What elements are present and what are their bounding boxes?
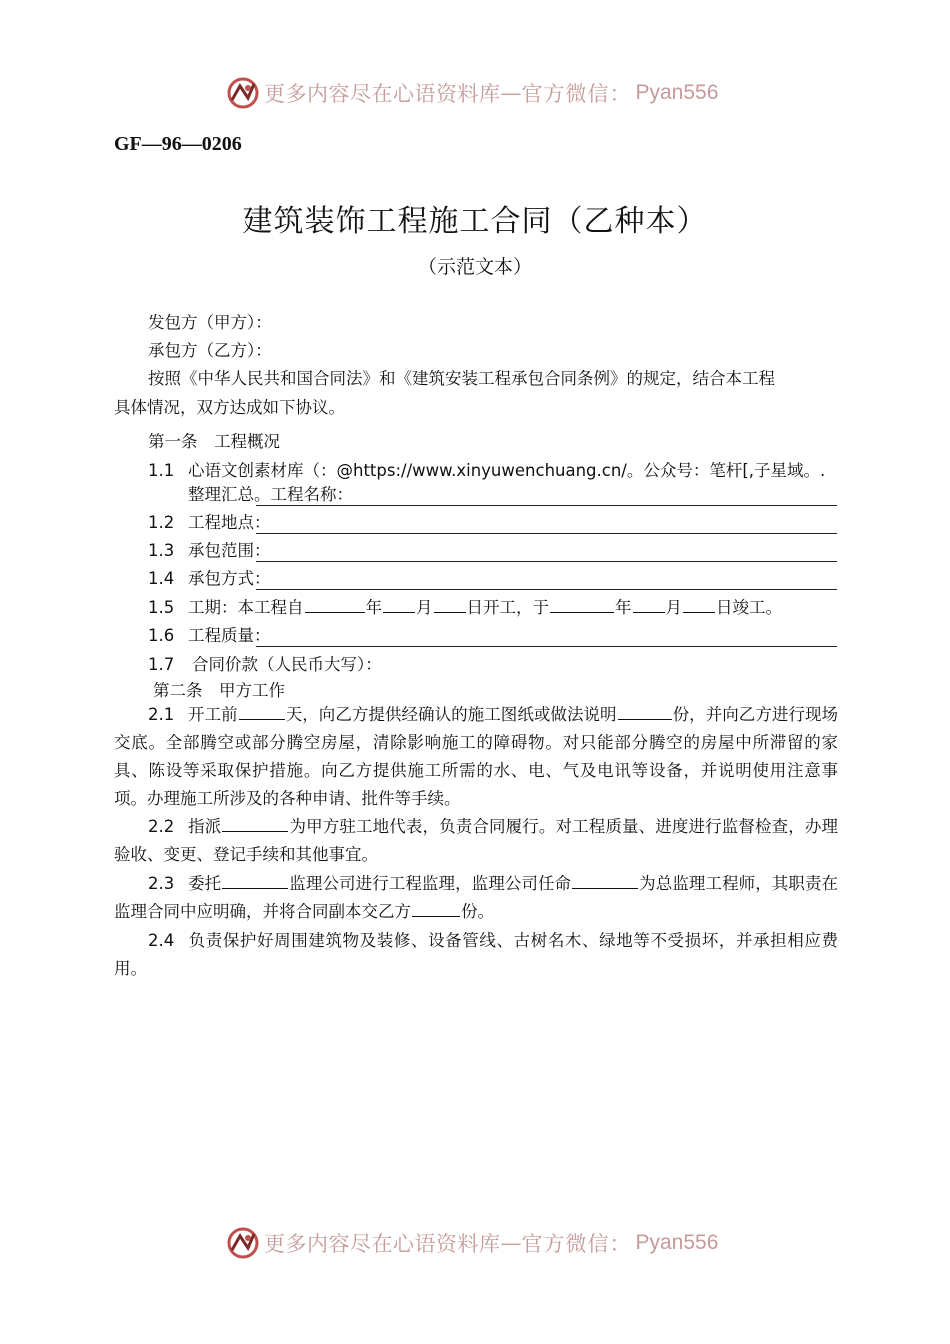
clause-number: 2.4 [148,931,175,950]
day-label: 日开工，于 [466,598,549,617]
item-1-3-text: 承包范围： [188,541,271,560]
clause-text: 开工前 [188,705,238,724]
watermark-label: 官方微信： [521,82,632,106]
item-number: 1.6 [148,626,175,645]
blank [550,611,614,613]
blank [222,887,288,889]
clause-text: 份，并向乙方进行现场交底。全部腾空或部分腾空房屋，清除影响施工的障碍物。对只能部分腾空的房屋中所滞留的家具、陈设等采取保护措施。向乙方提供施工所需的水、电、气及电讯等设备，并说明使用注意事项。办理施工所涉及的各种申请、批件等手续。 [114,705,839,808]
blank [222,830,288,832]
item-1-2 [148,509,271,533]
watermark-dash: — [500,1231,522,1255]
clause-text: 天，向乙方提供经确认的施工图纸或做法说明 [285,705,617,724]
watermark-dash: — [500,81,522,105]
item-1-3 [148,537,271,561]
clause-number: 2.1 [148,705,175,724]
blank [633,611,665,613]
blank [239,718,285,720]
watermark-text: 更多内容尽在心语资料库 [264,82,501,106]
item-1-6 [148,622,271,646]
watermark-label: 官方微信： [521,1232,632,1256]
fill-line [256,533,837,534]
header-watermark [226,76,718,110]
item-number: 1.7 [148,655,175,674]
item-1-7-text: 合同价款（人民币大写）： [192,655,382,674]
clause-2-3 [114,870,838,926]
clause-2-2 [114,813,838,869]
year-label: 年 [365,598,382,617]
year-label: 年 [615,598,632,617]
item-1-1-cont: 整理汇总。工程名称： [188,485,353,504]
item-1-6-text: 工程质量： [188,626,271,645]
clause-text: 监理公司进行工程监理，监理公司任命 [289,874,572,893]
month-label: 月 [416,598,433,617]
fill-line [256,589,837,590]
item-number: 1.2 [148,513,175,532]
item-number: 1.1 [148,461,175,480]
clause-text: 负责保护好周围建筑物及装修、设备管线、古树名木、绿地等不受损坏，并承担相应费用。 [114,931,838,978]
item-1-7 [148,651,382,675]
item-1-1 [148,457,825,481]
blank [412,915,460,917]
blank [305,611,365,613]
brand-logo-icon [226,1226,260,1260]
item-1-1-text: 心语文创素材库（：@https://www.xinyuwenchuang.cn/。公众号：笔杆[,子星域。. [188,461,826,480]
fill-line [256,505,837,506]
clause-text: 份。 [461,902,494,921]
footer-watermark [226,1226,718,1260]
fill-line [256,561,837,562]
item-number: 1.3 [148,541,175,560]
blank [618,718,672,720]
watermark-wechat-id: Pyan556 [635,81,719,104]
article-1-heading: 第一条 工程概况 [148,432,280,451]
item-1-4-text: 承包方式： [188,569,271,588]
month-label: 月 [665,598,682,617]
party-b-label: 承包方（乙方）： [148,341,272,360]
brand-logo-icon [226,76,260,110]
fill-line [256,646,837,647]
item-1-5 [148,594,782,618]
clause-text: 为甲方驻工地代表，负责合同履行。对工程质量、进度进行监督检查，办理验收、变更、登记手续和其他事宜。 [114,817,838,864]
clause-text: 指派 [188,817,222,836]
watermark-wechat-id: Pyan556 [635,1231,719,1254]
item-1-4 [148,565,271,589]
blank [572,887,638,889]
clause-2-4 [114,927,838,983]
day-label: 日竣工。 [716,598,782,617]
item-1-2-text: 工程地点： [188,513,271,532]
blank [434,611,466,613]
blank [683,611,715,613]
item-number: 1.5 [148,598,175,617]
blank [383,611,415,613]
intro-line-1: 按照《中华人民共和国合同法》和《建筑安装工程承包合同条例》的规定，结合本工程 [148,369,775,388]
clause-number: 2.2 [148,817,175,836]
document-title: 建筑装饰工程施工合同（乙种本） [242,204,708,239]
clause-text: 委托 [188,874,222,893]
party-a-label: 发包方（甲方）： [148,313,272,332]
document-subtitle: （示范文本） [417,256,532,278]
clause-text: 为总监理工程师，其职责在监理合同中应明确，并将合同副本交乙方 [114,874,839,921]
intro-line-2: 具体情况，双方达成如下协议。 [114,398,345,417]
document-code: GF—96—0206 [114,133,242,155]
article-2-heading: 第二条 甲方工作 [153,681,285,700]
item-number: 1.4 [148,569,175,588]
item-1-5-text: 工期：本工程自 [188,598,304,617]
clause-number: 2.3 [148,874,175,893]
watermark-text: 更多内容尽在心语资料库 [264,1232,501,1256]
clause-2-1 [114,701,838,813]
